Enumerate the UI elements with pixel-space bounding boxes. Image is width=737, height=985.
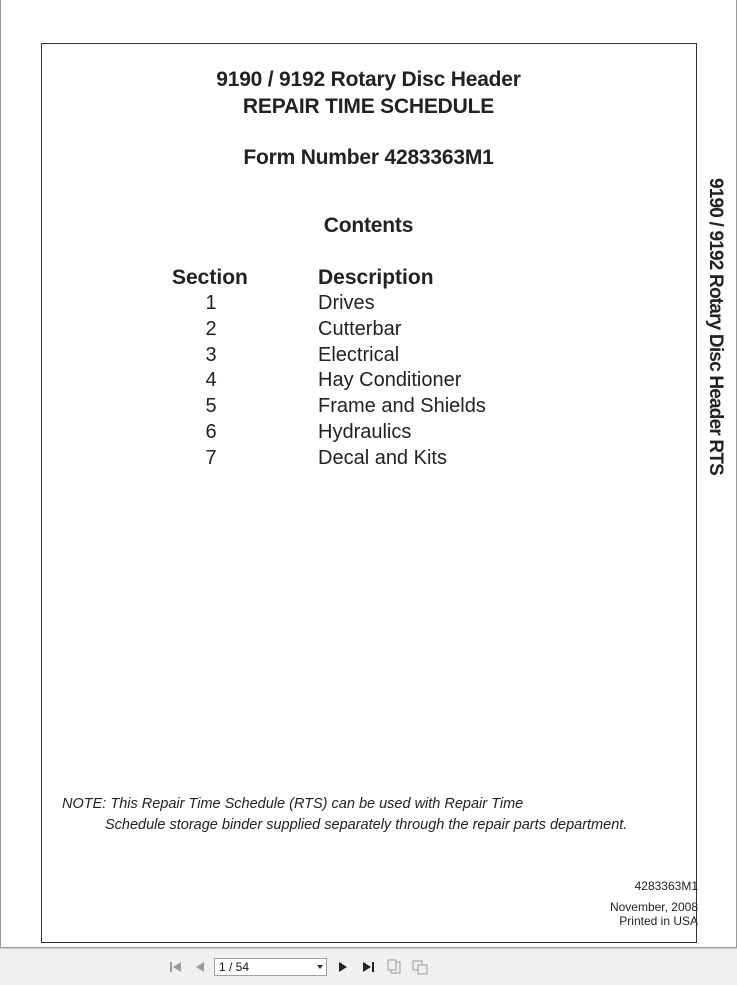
description-column-header: Description bbox=[318, 266, 434, 289]
pdf-toolbar bbox=[0, 948, 737, 985]
section-number: 4 bbox=[205, 369, 217, 391]
section-number: 5 bbox=[205, 395, 217, 417]
page-indicator: 1 / 54 bbox=[219, 960, 250, 974]
two-page-icon[interactable] bbox=[410, 957, 430, 977]
note-line-1: NOTE: This Repair Time Schedule (RTS) can be used with Repair Time bbox=[62, 796, 524, 812]
first-page-icon[interactable] bbox=[166, 957, 186, 977]
footer-form-number: 4283363M1 bbox=[634, 879, 698, 893]
section-description: Cutterbar bbox=[318, 318, 402, 340]
single-page-icon[interactable] bbox=[384, 957, 404, 977]
section-number: 7 bbox=[205, 447, 217, 469]
section-description: Decal and Kits bbox=[318, 447, 447, 469]
document-subtitle: REPAIR TIME SCHEDULE bbox=[242, 95, 495, 118]
chevron-down-icon bbox=[317, 965, 323, 969]
section-description: Hay Conditioner bbox=[318, 369, 462, 391]
section-number: 1 bbox=[205, 292, 217, 314]
document-title: 9190 / 9192 Rotary Disc Header bbox=[216, 68, 521, 91]
last-page-icon[interactable] bbox=[358, 957, 378, 977]
section-description: Frame and Shields bbox=[318, 395, 486, 417]
section-number: 3 bbox=[205, 344, 217, 366]
next-page-icon[interactable] bbox=[333, 957, 353, 977]
section-column-header: Section bbox=[172, 266, 248, 289]
spine-label: 9190 / 9192 Rotary Disc Header RTS bbox=[705, 178, 726, 476]
section-number: 2 bbox=[205, 318, 217, 340]
previous-page-icon[interactable] bbox=[190, 957, 210, 977]
section-description: Hydraulics bbox=[318, 421, 412, 443]
section-description: Drives bbox=[318, 292, 375, 314]
page-selector[interactable] bbox=[214, 958, 327, 976]
note-line-2: Schedule storage binder supplied separately through the repair parts department. bbox=[105, 817, 628, 833]
section-number: 6 bbox=[205, 421, 217, 443]
contents-heading: Contents bbox=[323, 214, 414, 237]
footer-printed: Printed in USA bbox=[619, 914, 698, 928]
footer-date: November, 2008 bbox=[609, 900, 698, 914]
form-number: Form Number 4283363M1 bbox=[243, 146, 494, 169]
section-description: Electrical bbox=[318, 344, 400, 366]
